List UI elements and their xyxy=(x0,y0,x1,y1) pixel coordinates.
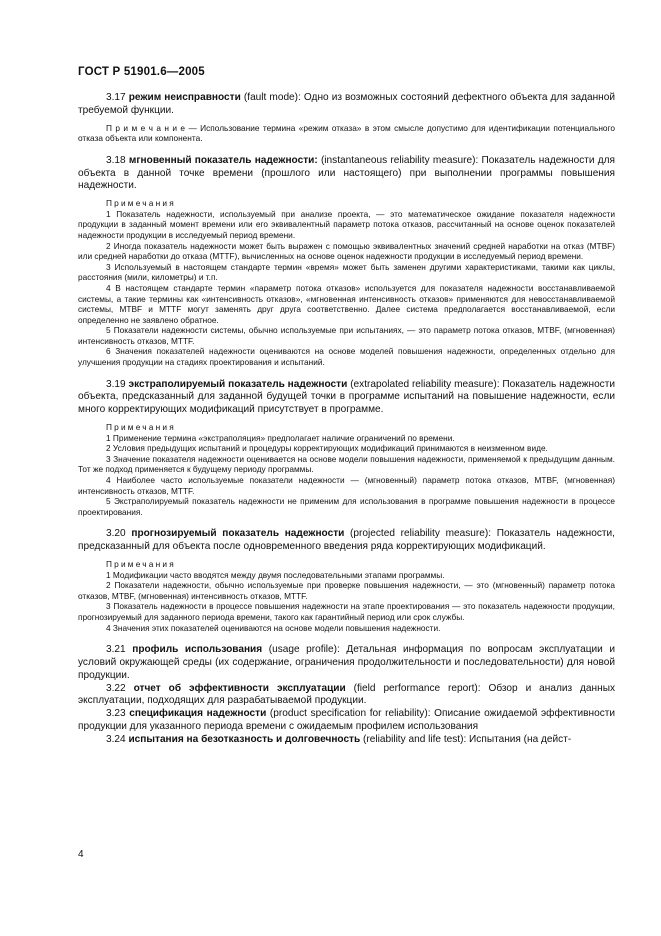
note-item: 3 Показатель надежности в процессе повышения надежности на этапе проектирования — это показатель надежности продукции, прогнозируемый для заданного периода времени, такого как гарантийный период или срок службы. xyxy=(78,601,615,622)
term-3-23 xyxy=(78,708,615,734)
term-3-22 xyxy=(78,683,615,709)
note-item: 2 Показатели надежности, обычно используемые при проверке повышения надежности, — это (мгновенный) параметр потока отказов, MTBF, (мгновенная) интенсивность отказов, MTTF. xyxy=(78,580,615,601)
term-name: испытания на безотказность и долговечность xyxy=(128,733,361,745)
term-name: режим неисправности xyxy=(128,92,241,103)
term-definition: (field performance report): Обзор и анализ данных эксплуатации, подходящих для разрабатываемой продукции. xyxy=(78,682,615,707)
notes-title: Примечания xyxy=(106,559,176,569)
term-number: 3.24 xyxy=(106,733,126,745)
term-3-21 xyxy=(78,644,615,682)
term-name: прогнозируемый показатель надежности xyxy=(131,528,345,540)
term-name: экстраполируемый показатель надежности xyxy=(128,378,348,390)
note-item: 3 Используемый в настоящем стандарте термин «время» может быть заменен другими характеристиками, такими как циклы, расстояния (мили, километры) и т.п. xyxy=(78,261,615,283)
term-definition: (fault mode): Одно из возможных состояний дефектного объекта для заданной требуемой функции. xyxy=(78,92,616,116)
note-item: 6 Значения показателей надежности оцениваются на основе моделей повышения надежности, определенных отдельно для улучшения продукции на стадиях проектирования и испытаний. xyxy=(78,346,615,368)
note-item: 1 Применение термина «экстраполяция» предполагает наличие ограничений по времени. xyxy=(106,432,455,443)
term-number: 3.23 xyxy=(106,708,126,720)
note-item: 1 Модификации часто вводятся между двумя последовательными этапами программы. xyxy=(106,569,445,580)
note-item: 5 Экстраполируемый показатель надежности не применим для использования в программе повышения надежности в процессе проектирования. xyxy=(78,496,615,517)
term-definition: (projected reliability measure): Показатель надежности, предсказанный для объекта после одновременного введения ряда корректирующих модификаций. xyxy=(78,528,615,553)
term-number: 3.21 xyxy=(106,644,126,656)
term-number: 3.19 xyxy=(106,378,126,390)
term-name: профиль использования xyxy=(132,644,263,656)
note-item: 1 Показатель надежности, используемый при анализе проекта, — это математическое ожидание показателя надежности продукции в заданный момент времени или его эквивалентный параметр потока отказов, рассчитанный на основе оценок показателей надежности продукции в исследуемый период времени. xyxy=(78,208,615,240)
term-name: мгновенный показатель надежности: xyxy=(128,154,318,166)
document-body xyxy=(78,92,615,747)
term-definition: (instantaneous reliability measure): Показатель надежности для объекта в данной точке времени (прошлого или настоящего) при выполнении программы повышения надежности. xyxy=(78,154,615,192)
term-number: 3.20 xyxy=(106,528,126,540)
note-item: 4 В настоящем стандарте термин «параметр потока отказов» используется для показателя надежности восстанавливаемой системы, а такие термины как «интенсивность отказов», «мгновенная интенсивность отказов» применяются для невосстанавливаемой системы, MTBF и MTTF могут заменять друг друга соответственно. Далее система предполагается восстанавливаемой, если определенно не заявлено обратное. xyxy=(78,282,615,325)
note-item: 2 Иногда показатель надежности может быть выражен с помощью эквивалентных значений средней наработки на отказ (MTBF) или средней наработки до отказа (MTTF), вычисленных на основе оценок надежности продукции в исследуемый период времени. xyxy=(78,240,615,262)
term-definition: (usage profile): Детальная информация по вопросам эксплуатации и условий окружающей среды (их содержание, ограничения продолжительности и последовательности) для новой продукции. xyxy=(78,644,615,681)
note-item: 5 Показатели надежности системы, обычно используемые при испытаниях, — это параметр потока отказов, MTBF, (мгновенная) интенсивность отказов, MTTF. xyxy=(78,325,615,346)
note-item: 3 Значение показателя надежности оценивается на основе модели повышения надежности, применяемой к предыдущим данным. Тот же подход применяется к будущему периоду программы. xyxy=(78,453,615,475)
term-3-19 xyxy=(78,379,615,417)
note-3-17: П р и м е ч а н и е — Использование термина «режим отказа» в этом смысле допустимо для идентификации потенциального отказа объекта или компонента. xyxy=(78,122,615,144)
term-3-17 xyxy=(78,92,615,118)
note-item: 2 Условия предыдущих испытаний и процедуры корректирующих модификаций принимаются в неизменном виде. xyxy=(106,443,548,454)
term-name: отчет об эффективности эксплуатации xyxy=(133,682,346,694)
standard-header: ГОСТ Р 51901.6—2005 xyxy=(78,66,205,78)
term-name: спецификация надежности xyxy=(129,708,267,720)
term-number: 3.22 xyxy=(106,682,126,694)
term-3-20 xyxy=(78,528,615,554)
term-number: 3.18 xyxy=(106,154,126,166)
term-definition: (reliability and life test): Испытания (на дейст- xyxy=(363,733,572,745)
term-3-18 xyxy=(78,155,615,193)
term-definition: (product specification for reliability): Описание ожидаемой эффективности продукции для указанного периода времени с ожидаемым профилем использования xyxy=(78,708,616,732)
note-item: 4 Значения этих показателей оцениваются на основе модели повышения надежности. xyxy=(106,622,441,633)
notes-title: Примечания xyxy=(106,422,176,433)
notes-title: Примечания xyxy=(106,198,176,209)
note-item: 4 Наиболее часто используемые показатели надежности — (мгновенный) параметр потока отказов, MTBF, (мгновенная) интенсивность отказов, MTTF. xyxy=(78,475,615,496)
page-number: 4 xyxy=(78,849,84,860)
term-definition: (extrapolated reliability measure): Показатель надежности объекта, предсказанный для заданной будущей точки в программе испытаний на повышение надежности, если много корректирующих модификаций присутствует в программе. xyxy=(78,378,615,416)
term-number: 3.17 xyxy=(106,92,126,103)
term-3-24 xyxy=(78,734,615,747)
